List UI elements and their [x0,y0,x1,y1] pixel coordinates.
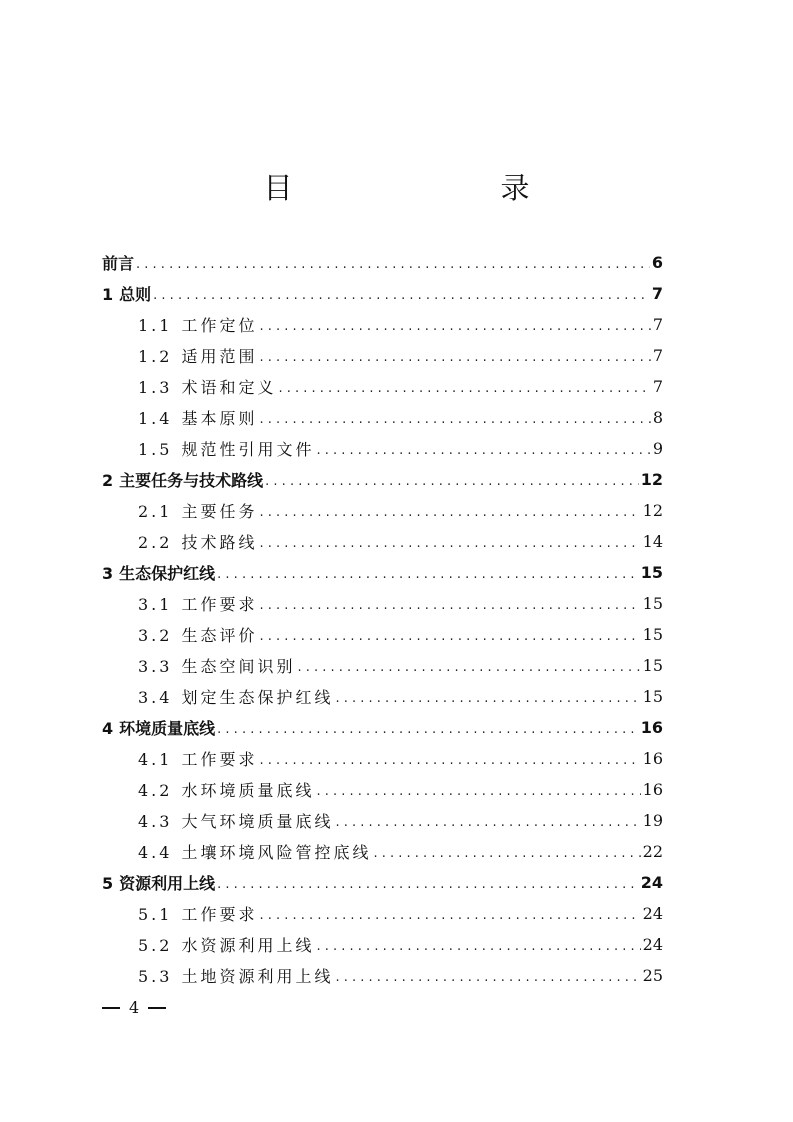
toc-entry-title [138,499,257,522]
toc-section-entry[interactable] [102,402,663,433]
toc-entry-label: 主要任务 [181,502,258,521]
toc-entry-number: 4 [102,719,114,738]
toc-dot-leader [259,346,650,365]
toc-entry-label: 大气环境质量底线 [181,812,334,831]
toc-entry-title [138,685,333,708]
toc-entry-title [138,623,257,646]
toc-entry-number: 1.4 [138,409,173,428]
toc-entry-label: 水资源利用上线 [181,936,315,955]
toc-entry-number: 4.3 [138,812,173,831]
toc-entry-page: 7 [652,377,663,396]
toc-entry-title [138,530,257,553]
toc-entry-page: 24 [640,873,663,892]
toc-section-entry[interactable] [102,836,663,867]
toc-section-entry[interactable] [102,619,663,650]
toc-entry-label: 划定生态保护红线 [181,688,334,707]
toc-entry-label: 基本原则 [181,409,258,428]
toc-entry-number: 5 [102,874,114,893]
toc-entry-label: 土壤环境风险管控底线 [181,843,372,862]
footer-dash-right [148,1007,166,1009]
toc-entry-number: 1.5 [138,440,173,459]
toc-entry-label: 规范性引用文件 [181,440,315,459]
toc-entry-number: 3.2 [138,626,173,645]
toc-entry-label: 前言 [102,254,135,273]
toc-entry-page: 6 [651,253,663,272]
toc-chapter-entry[interactable] [102,557,663,588]
toc-entry-title [138,406,257,429]
toc-entry-number: 2.2 [138,533,173,552]
toc-dot-leader [265,470,639,489]
toc-section-entry[interactable] [102,960,663,991]
toc-entry-label: 生态空间识别 [181,657,296,676]
toc-dot-leader [217,873,639,892]
toc-entry-label: 资源利用上线 [119,874,216,893]
toc-entry-label: 技术路线 [181,533,258,552]
footer-page-number: 4 [129,998,140,1017]
toc-entry-label: 术语和定义 [181,378,277,397]
toc-entry-number: 2 [102,471,114,490]
toc-entry-page: 16 [642,780,663,799]
toc-dot-leader [217,563,639,582]
toc-section-entry[interactable] [102,774,663,805]
toc-entry-label: 适用范围 [181,347,258,366]
toc-entry-title [138,964,333,987]
toc-entry-title [138,375,276,398]
toc-dot-leader [259,501,640,520]
toc-entry-label: 环境质量底线 [119,719,216,738]
toc-section-entry[interactable] [102,433,663,464]
toc-entry-page: 16 [642,749,663,768]
toc-entry-number: 3.3 [138,657,173,676]
toc-dot-leader [259,749,640,768]
toc-entry-title [138,778,314,801]
toc-entry-number: 4.1 [138,750,173,769]
toc-entry-label: 工作要求 [181,595,258,614]
toc-entry-number: 1 [102,285,114,304]
toc-entry-page: 19 [642,811,663,830]
toc-entry-title [102,871,215,894]
toc-entry-page: 22 [642,842,663,861]
toc-entry-number: 4.4 [138,843,173,862]
toc-entry-label: 生态评价 [181,626,258,645]
toc-section-entry[interactable] [102,309,663,340]
toc-dot-leader [259,904,640,923]
toc-entry-title [138,902,257,925]
toc-entry-title [138,654,295,677]
toc-entry-page: 15 [642,625,663,644]
toc-section-entry[interactable] [102,929,663,960]
toc-entry-title [102,251,134,274]
toc-entry-page: 15 [640,563,663,582]
toc-section-entry[interactable] [102,898,663,929]
toc-entry-title [138,933,314,956]
toc-entry-page: 15 [642,594,663,613]
toc-entry-label: 生态保护红线 [119,564,216,583]
toc-dot-leader [316,439,650,458]
toc-section-entry[interactable] [102,743,663,774]
toc-entry-number: 1.3 [138,378,173,397]
toc-entry-number: 5.3 [138,967,173,986]
toc-chapter-entry[interactable] [102,867,663,898]
toc-dot-leader [136,253,650,272]
toc-dot-leader [259,625,640,644]
toc-entry-number: 5.1 [138,905,173,924]
toc-entry-page: 16 [640,718,663,737]
toc-entry-number: 1.2 [138,347,173,366]
toc-chapter-entry[interactable] [102,247,663,278]
toc-dot-leader [259,532,640,551]
toc-dot-leader [335,811,640,830]
toc-entry-title [138,437,314,460]
toc-section-entry[interactable] [102,371,663,402]
toc-entry-title [102,282,151,305]
toc-entry-label: 工作要求 [181,905,258,924]
toc-dot-leader [335,687,640,706]
toc-dot-leader [278,377,650,396]
toc-section-entry[interactable] [102,681,663,712]
toc-entry-page: 14 [642,532,663,551]
toc-entry-page: 15 [642,656,663,675]
toc-entry-label: 工作定位 [181,316,258,335]
toc-entry-title [102,561,215,584]
toc-dot-leader [297,656,640,675]
toc-entry-label: 工作要求 [181,750,258,769]
toc-entry-title [102,716,215,739]
toc-entry-page: 7 [651,284,663,303]
toc-entry-label: 总则 [119,285,152,304]
toc-entry-label: 水环境质量底线 [181,781,315,800]
toc-entry-title [138,344,257,367]
toc-entry-title [138,313,257,336]
page-title: 目 录 [263,171,580,205]
toc-chapter-entry[interactable] [102,278,663,309]
toc-entry-number: 2.1 [138,502,173,521]
toc-entry-title [138,592,257,615]
toc-entry-label: 主要任务与技术路线 [119,471,264,490]
toc-section-entry[interactable] [102,526,663,557]
toc-entry-number: 4.2 [138,781,173,800]
toc-entry-number: 1.1 [138,316,173,335]
toc-entry-number: 5.2 [138,936,173,955]
toc-entry-page: 7 [652,346,663,365]
toc-entry-number: 3.4 [138,688,173,707]
toc-entry-title [102,468,263,491]
toc-dot-leader [153,284,650,303]
toc-section-entry[interactable] [102,588,663,619]
toc-dot-leader [217,718,639,737]
toc-entry-title [138,809,333,832]
toc-entry-page: 24 [642,935,663,954]
table-of-contents [102,247,663,991]
toc-entry-page: 25 [642,966,663,985]
toc-chapter-entry[interactable] [102,712,663,743]
toc-section-entry[interactable] [102,650,663,681]
toc-dot-leader [259,408,650,427]
toc-section-entry[interactable] [102,805,663,836]
toc-entry-page: 12 [640,470,663,489]
toc-section-entry[interactable] [102,340,663,371]
toc-entry-page: 15 [642,687,663,706]
toc-entry-page: 7 [652,315,663,334]
toc-entry-page: 24 [642,904,663,923]
toc-dot-leader [373,842,640,861]
toc-dot-leader [259,315,650,334]
toc-entry-title [138,747,257,770]
toc-entry-label: 土地资源利用上线 [181,967,334,986]
toc-entry-number: 3.1 [138,595,173,614]
toc-entry-page: 12 [642,501,663,520]
page-footer [102,998,166,1017]
toc-chapter-entry[interactable] [102,464,663,495]
toc-entry-title [138,840,371,863]
toc-entry-page: 8 [652,408,663,427]
toc-entry-number: 3 [102,564,114,583]
toc-dot-leader [335,966,640,985]
toc-dot-leader [316,780,640,799]
toc-section-entry[interactable] [102,495,663,526]
toc-dot-leader [316,935,640,954]
toc-dot-leader [259,594,640,613]
toc-entry-page: 9 [652,439,663,458]
footer-dash-left [102,1007,120,1009]
